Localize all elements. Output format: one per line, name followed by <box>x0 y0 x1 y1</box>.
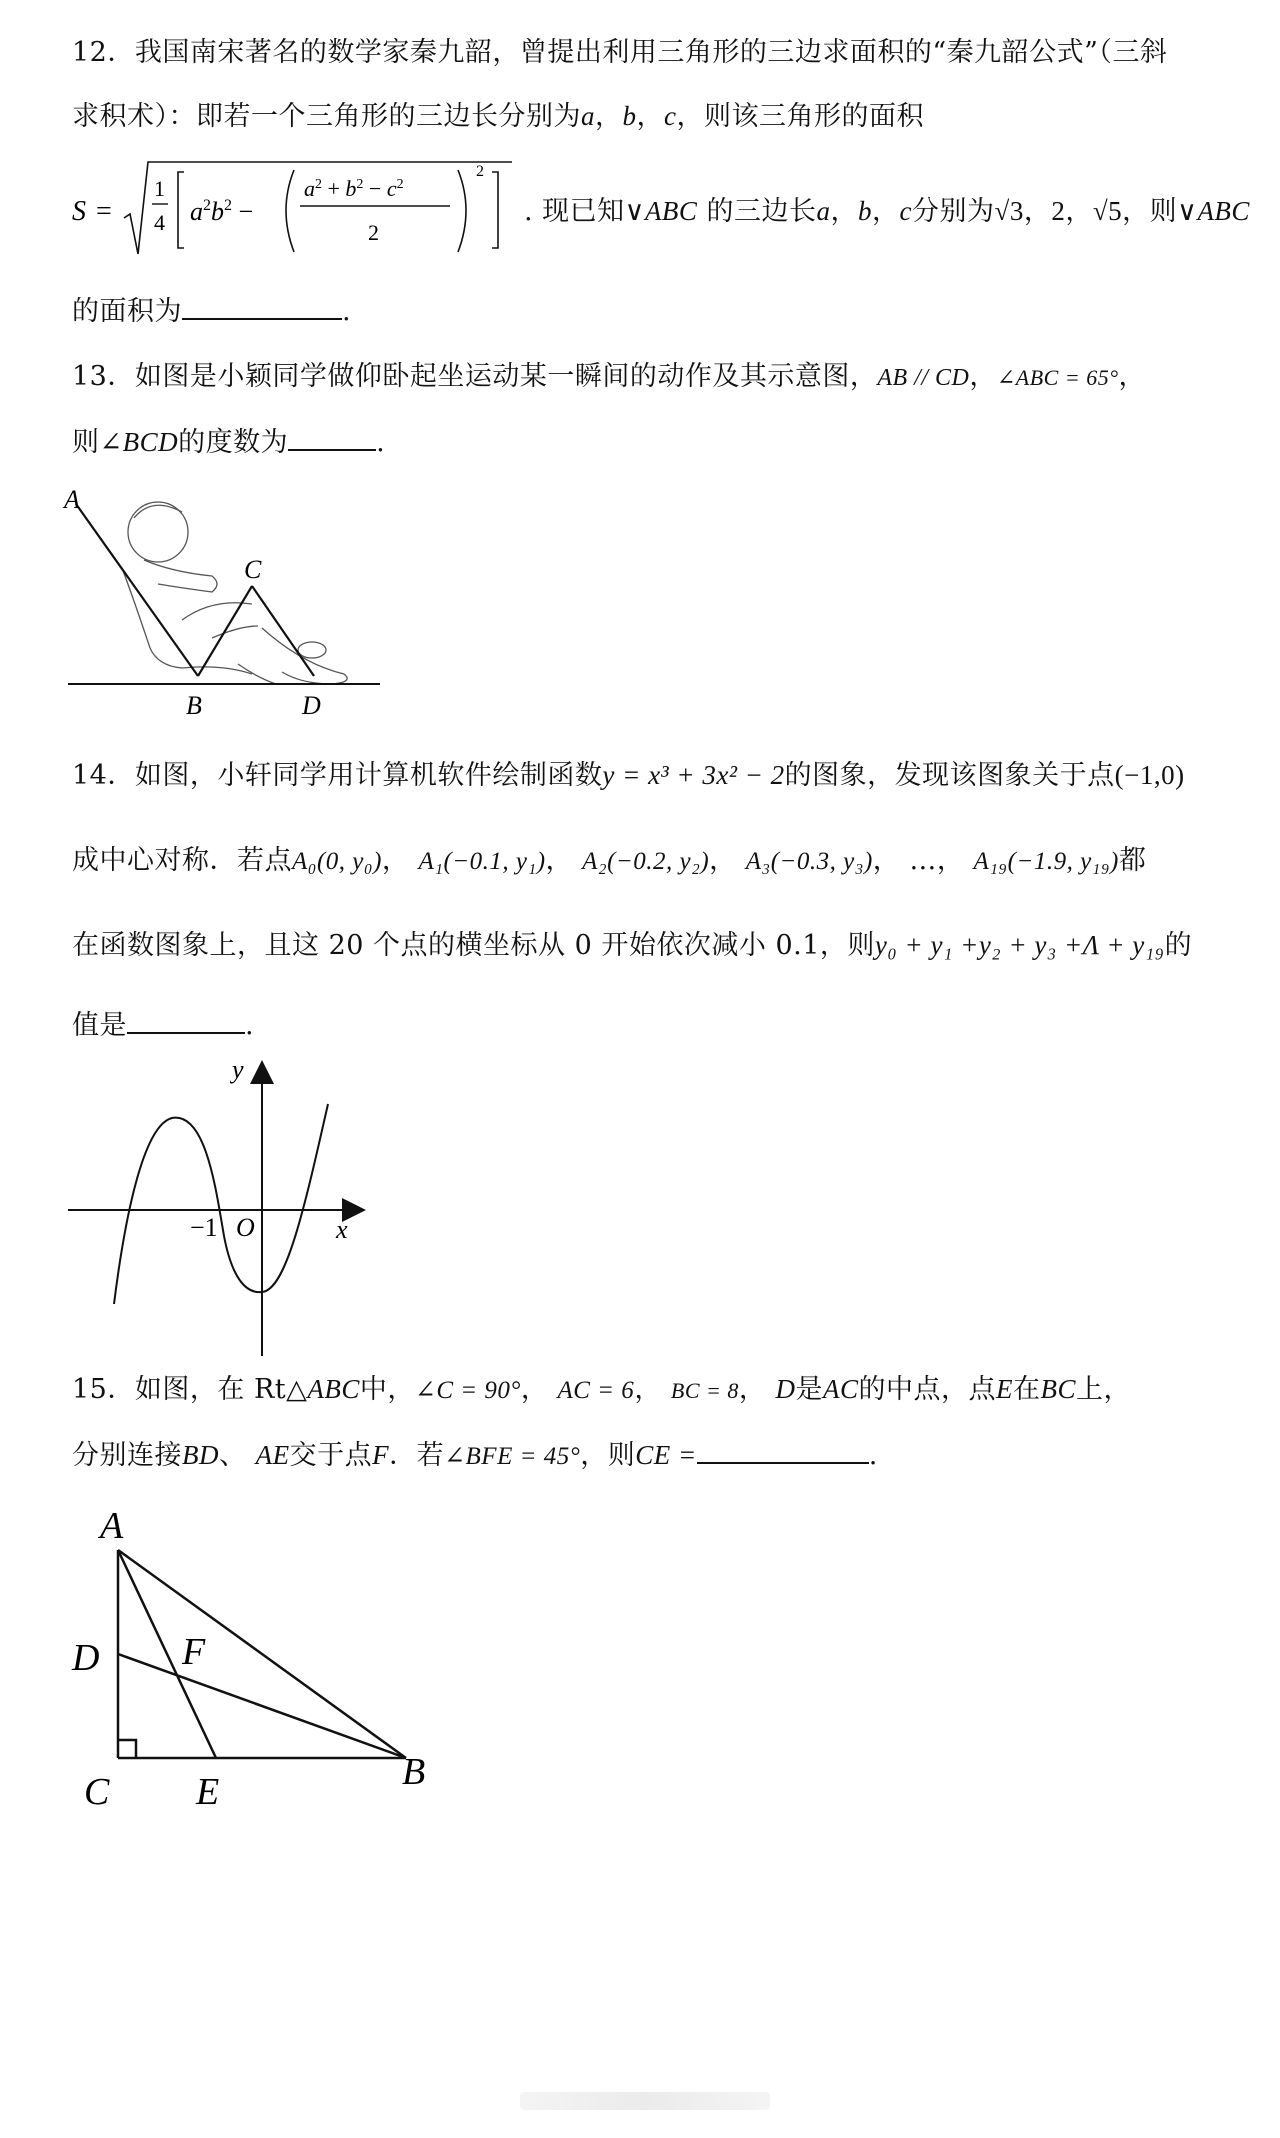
q15-midpoint: 的中点，点 <box>858 1374 996 1405</box>
q15-label-E: E <box>196 1771 220 1813</box>
y-axis-label: y <box>232 1060 244 1084</box>
svg-text:a2b2 −: $a^2b^2$ − <box>190 197 254 226</box>
q12-line4 <box>72 292 351 329</box>
q15-label-B: B <box>402 1751 426 1793</box>
q15-BC: BC = 8 <box>670 1378 739 1403</box>
q15-AC: AC = 6 <box>557 1377 635 1404</box>
q12-var-c: c <box>664 101 677 131</box>
q13-text-b: 则∠ <box>72 427 123 458</box>
q12-formula-row <box>72 156 1272 266</box>
q13-BCD: BCD <box>122 427 179 457</box>
q12-formula-after: . 现已知∨ABC 的三边长a，b，c分别为√3，2，√5，则∨ABC <box>524 196 1250 227</box>
q13-text-a: 13．如图是小颖同学做仰卧起坐运动某一瞬间的动作及其示意图， <box>72 361 878 392</box>
q14-dots: … <box>909 845 937 876</box>
q15-triangle-figure <box>62 1504 452 1834</box>
q15-D: D <box>775 1374 796 1404</box>
formula-half-den: 2 <box>368 220 379 245</box>
q12-line1: 12．我国南宋著名的数学家秦九韶，曾提出利用三角形的三边求面积的“秦九韶公式”（三斜 <box>72 37 1168 68</box>
q12-var-b2: b <box>858 196 873 226</box>
q14-point: (−1,0) <box>1114 760 1185 790</box>
q15-text-c: 分别连接 <box>72 1440 182 1471</box>
q13-angle: ∠ABC = 65° <box>996 365 1119 390</box>
q15-label-D: D <box>72 1637 100 1679</box>
q13-line2 <box>72 423 385 460</box>
q12-line2: 求积术）：即若一个三角形的三边长分别为a，b，c，则该三角形的面积 <box>72 101 924 132</box>
q15-on-end: 上， <box>1076 1374 1131 1405</box>
q12-then: ，则∨ <box>1122 196 1198 227</box>
q12-ABC2: ABC <box>1197 196 1250 226</box>
q14-A1: A₁(−0.1, y₁) <box>418 848 546 875</box>
q15-line2 <box>72 1436 878 1474</box>
q15-and: 、 <box>219 1440 247 1471</box>
q14-line4 <box>72 1006 254 1043</box>
q13-situp-figure <box>62 488 392 718</box>
q14-text-e: 在函数图象上，且这 20 个点的横坐标从 0 开始依次减小 0.1，则 <box>72 930 875 961</box>
q15-meet: 交于点 <box>289 1440 373 1471</box>
q14-line3 <box>72 928 1192 963</box>
q15-BCseg: BC <box>1040 1374 1076 1404</box>
q13-degree-text: 的度数为 <box>178 427 289 458</box>
situp-person-sketch <box>122 502 347 684</box>
q15-is: 是 <box>795 1374 823 1405</box>
q14-answer-blank[interactable] <box>127 1006 245 1034</box>
formula-eq: = <box>96 196 112 227</box>
formula-quarter-den: 4 <box>154 210 165 235</box>
q14-sum: y₀ + y₁ +y₂ + y₃ +Λ + y₁₉ <box>874 930 1165 960</box>
q13-line1: 13．如图是小颖同学做仰卧起坐运动某一瞬间的动作及其示意图，AB // CD，∠ABC = 65°， <box>72 361 1146 392</box>
q12-var-a2: a <box>816 196 831 226</box>
formula-S: S <box>72 196 86 227</box>
q15-line1: 15．如图，在 Rt△ABC中，∠C = 90°， AC = 6， BC = 8， D是AC的中点，点E在BC上， <box>72 1374 1131 1405</box>
q13-parallel: AB // CD <box>877 365 970 391</box>
q14-text-g: 值是 <box>72 1010 127 1041</box>
q13-label-A: A <box>64 488 80 514</box>
q15-E: E <box>995 1374 1013 1404</box>
q12-line2-text-b: ，则该三角形的面积 <box>676 101 924 132</box>
q14-period: . <box>245 1010 255 1041</box>
q15-F: F <box>372 1440 390 1470</box>
q14-cubic-graph <box>60 1060 380 1360</box>
q14-line1 <box>72 758 1185 793</box>
q15-angleC: ∠C = 90° <box>414 1377 521 1404</box>
svg-text:2: 2 <box>476 163 484 180</box>
q12-val3: √5 <box>1092 196 1123 226</box>
q12-var-a: a <box>581 101 595 131</box>
q13-answer-blank[interactable] <box>288 423 376 451</box>
q12-period: . <box>342 296 352 327</box>
q12-ABC: ABC <box>644 196 698 226</box>
q14-func: y = x³ + 3x² − 2 <box>602 760 785 790</box>
q12-answer-blank[interactable] <box>182 292 342 320</box>
q12-area-text: 的面积为 <box>72 296 182 327</box>
q12-line2-text-a: 求积术）：即若一个三角形的三边长分别为 <box>72 101 581 132</box>
q15-ACseg: AC <box>822 1374 859 1404</box>
watermark-bar <box>520 2092 770 2110</box>
svg-text:a2 + b2 − c2: $a^2 + b^2 - c^2$ <box>304 176 404 201</box>
q14-A19: A₁₉(−1.9, y₁₉) <box>973 848 1119 875</box>
q14-text-d: 都 <box>1118 845 1147 876</box>
q13-label-D: D <box>302 691 321 718</box>
q15-label-F: F <box>182 1631 206 1673</box>
formula-quarter-num: 1 <box>154 176 165 201</box>
q15-label-A: A <box>100 1505 124 1547</box>
q15-period: . <box>868 1440 878 1471</box>
q14-line2: 成中心对称．若点A₀(0, y₀)， A₁(−0.1, y₁)， A₂(−0.2, y₂)， A₃(−0.3, y₃)， …， A₁₉(−1.9, y₁₉)都 <box>72 845 1147 876</box>
q12-three-sides: 的三边长 <box>706 196 817 227</box>
q15-BD: BD <box>182 1440 219 1470</box>
q13-label-B: B <box>186 691 202 718</box>
q12-var-c2: c <box>899 196 913 226</box>
q15-label-C: C <box>84 1771 110 1813</box>
q13-period: . <box>376 427 386 458</box>
q15-text-b: 中， <box>359 1374 415 1405</box>
q12-val2: 2 <box>1051 196 1066 226</box>
q15-AE: AE <box>255 1440 290 1470</box>
q14-text-b: 的图象，发现该图象关于点 <box>784 760 1115 791</box>
cubic-curve <box>114 1104 328 1304</box>
minus-one-label: −1 <box>190 1213 218 1242</box>
x-axis-label: x <box>336 1215 348 1244</box>
q13-label-C: C <box>244 555 262 584</box>
q15-ABC: ABC <box>307 1374 360 1404</box>
q14-text-f: 的 <box>1164 930 1193 961</box>
q14-A3: A₃(−0.3, y₃) <box>745 848 873 875</box>
q15-text-a: 15．如图，在 Rt△ <box>72 1374 308 1405</box>
q12-var-b: b <box>622 101 637 131</box>
q14-A0: A₀(0, y₀) <box>292 848 382 875</box>
q12-after-formula: . 现已知∨ <box>524 196 645 227</box>
q15-then: ，则 <box>580 1440 636 1471</box>
q15-on: 在 <box>1012 1374 1041 1405</box>
q14-A2: A₂(−0.2, y₂) <box>582 848 710 875</box>
q15-answer-blank[interactable] <box>697 1436 869 1464</box>
q15-CE: CE = <box>635 1440 697 1470</box>
q15-if: ．若 <box>389 1440 445 1471</box>
q14-text-c: 成中心对称．若点 <box>72 845 292 876</box>
q14-text-a: 14．如图，小轩同学用计算机软件绘制函数 <box>72 760 603 791</box>
origin-label: O <box>236 1213 255 1242</box>
q12-sides-are: 分别为 <box>912 196 995 227</box>
q15-angleBFE: ∠BFE = 45° <box>444 1443 581 1470</box>
heron-formula <box>72 156 532 266</box>
q12-val1: √3 <box>994 196 1024 226</box>
